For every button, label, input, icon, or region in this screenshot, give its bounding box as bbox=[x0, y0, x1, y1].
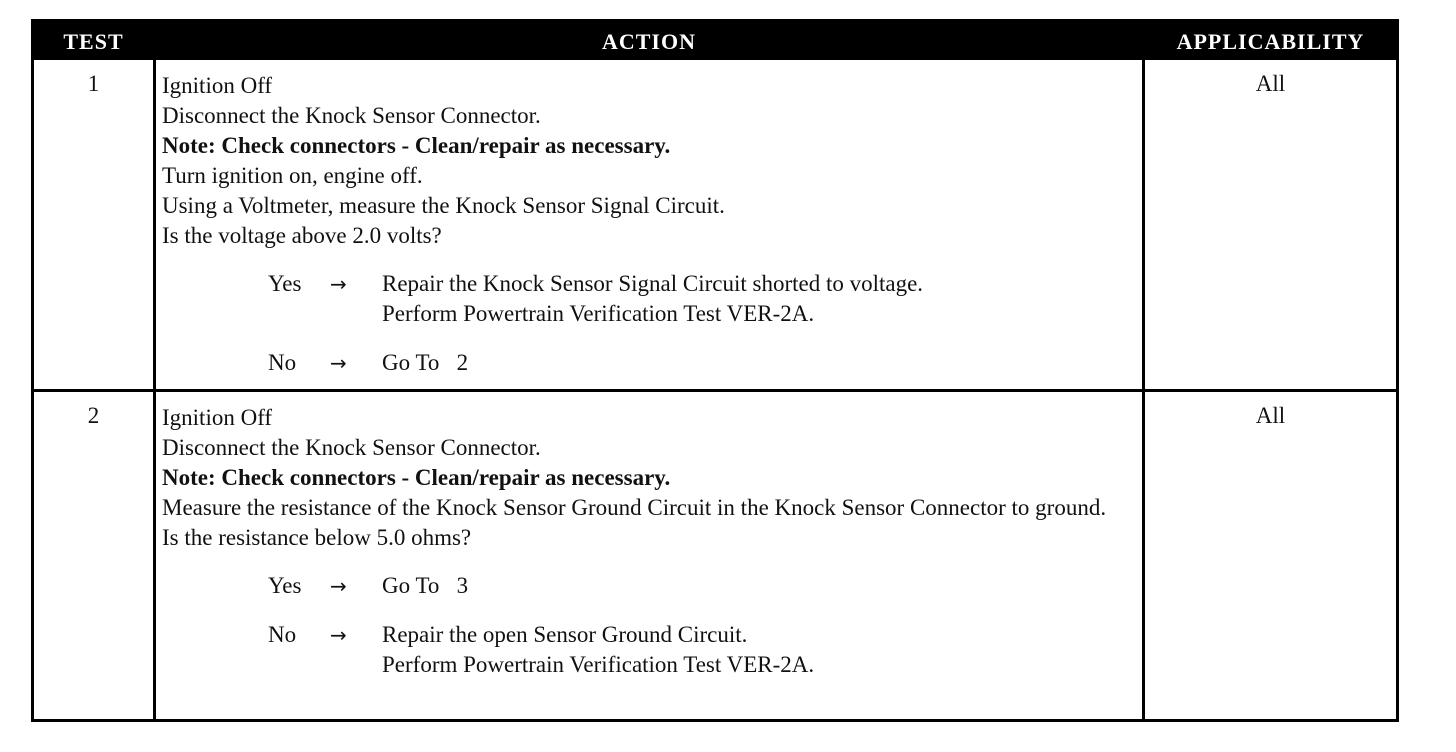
no-result: Repair the open Sensor Ground Circuit. bbox=[382, 622, 748, 647]
header-applicability: APPLICABILITY bbox=[1176, 29, 1365, 54]
action-question: Is the resistance below 5.0 ohms? bbox=[162, 525, 472, 550]
action-note: Note: Check connectors - Clean/repair as necessary. bbox=[162, 133, 671, 158]
action-line: Ignition Off bbox=[162, 405, 273, 430]
yes-response bbox=[268, 571, 1138, 601]
arrow-icon: → bbox=[330, 623, 347, 647]
action-cell bbox=[162, 71, 1138, 378]
action-line: Measure the resistance of the Knock Sensor Ground Circuit in the Knock Sensor Connector to ground. bbox=[162, 495, 1107, 520]
diagnostic-table bbox=[31, 19, 1399, 722]
no-response bbox=[268, 620, 1138, 680]
no-result: Go To 2 bbox=[382, 350, 469, 375]
yes-label: Yes bbox=[268, 271, 302, 296]
no-response bbox=[268, 348, 1138, 378]
header-action: ACTION bbox=[601, 29, 696, 54]
action-cell bbox=[162, 403, 1138, 680]
table-row-test-1 bbox=[34, 60, 1396, 389]
yes-result: Repair the Knock Sensor Signal Circuit shorted to voltage. bbox=[382, 271, 924, 296]
no-label: No bbox=[268, 622, 297, 647]
test-number: 2 bbox=[87, 403, 100, 428]
arrow-icon: → bbox=[330, 351, 347, 375]
table-header bbox=[34, 22, 1396, 60]
header-test: TEST bbox=[63, 29, 124, 54]
action-line: Disconnect the Knock Sensor Connector. bbox=[162, 103, 541, 128]
action-note: Note: Check connectors - Clean/repair as necessary. bbox=[162, 465, 671, 490]
arrow-icon: → bbox=[330, 574, 347, 598]
action-line: Ignition Off bbox=[162, 73, 273, 98]
applicability-value: All bbox=[1255, 71, 1286, 96]
yes-result: Perform Powertrain Verification Test VER-2A. bbox=[382, 301, 815, 326]
action-question: Is the voltage above 2.0 volts? bbox=[162, 223, 442, 248]
applicability-value: All bbox=[1255, 403, 1286, 428]
yes-label: Yes bbox=[268, 573, 302, 598]
action-line: Turn ignition on, engine off. bbox=[162, 163, 423, 188]
action-line: Using a Voltmeter, measure the Knock Sensor Signal Circuit. bbox=[162, 193, 725, 218]
test-number: 1 bbox=[87, 71, 100, 96]
arrow-icon: → bbox=[330, 272, 347, 296]
action-line: Disconnect the Knock Sensor Connector. bbox=[162, 435, 541, 460]
no-label: No bbox=[268, 350, 297, 375]
table-row-test-2 bbox=[34, 392, 1396, 719]
yes-response bbox=[268, 269, 1138, 329]
no-result: Perform Powertrain Verification Test VER-2A. bbox=[382, 652, 815, 677]
yes-result: Go To 3 bbox=[382, 573, 469, 598]
